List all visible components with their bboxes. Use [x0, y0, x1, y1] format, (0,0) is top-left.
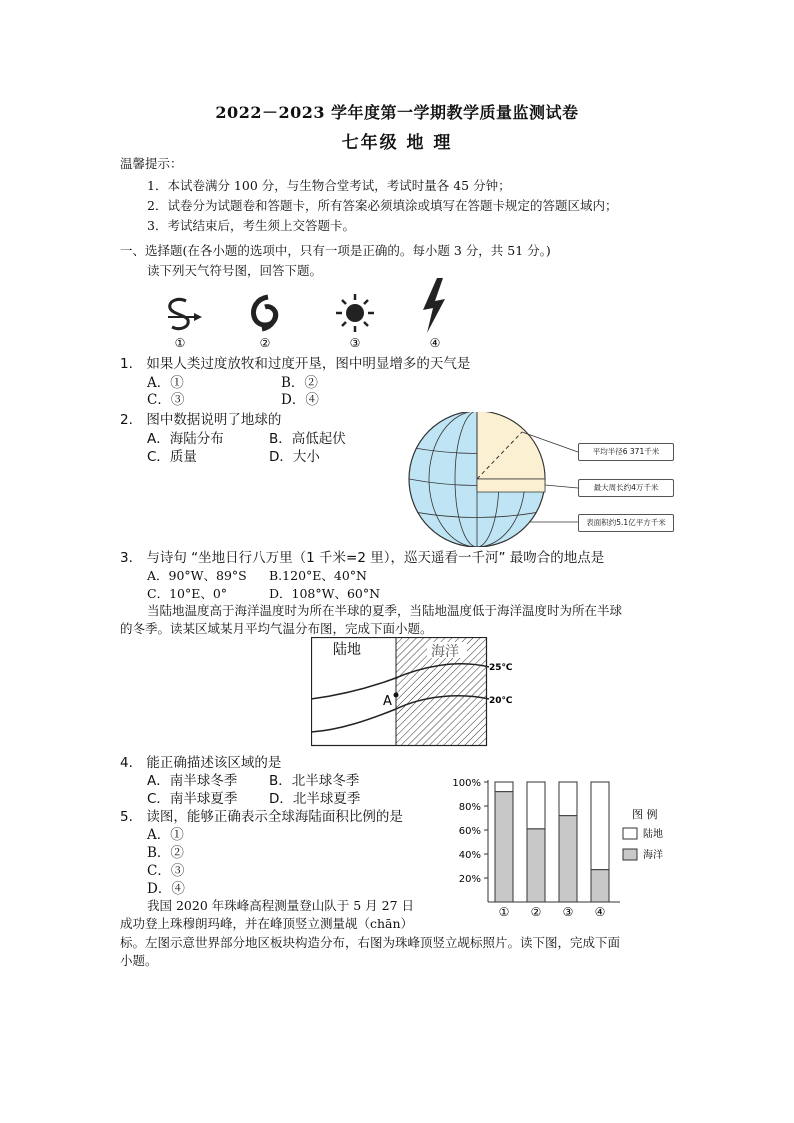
x-category-label: ③ — [562, 905, 574, 919]
sandstorm-icon — [168, 299, 202, 328]
symbol-label: ① — [174, 336, 186, 350]
q3-option-a: A．90°W、89°S — [147, 568, 247, 583]
question-1: 1. 如果人类过度放牧和过度开垦，图中明显增多的天气是 — [120, 356, 471, 372]
tip-item: 2．试卷分为试题卷和答题卡，所有答案必须填涂或填写在答题卡规定的答题区域内； — [147, 198, 618, 213]
question-5: 5. 读图，能够正确表示全球海陆面积比例的是 — [120, 809, 403, 825]
point-a-label: A — [383, 694, 392, 709]
passage-line: 成功登上珠穆朗玛峰，并在峰顶竖立测量觇（chān） — [120, 916, 414, 931]
sunny-icon — [336, 294, 374, 332]
q2-option-d: D．大小 — [269, 449, 320, 465]
q1-option-a: A．① — [147, 375, 184, 391]
legend-swatch-land — [623, 828, 637, 839]
globe-label: 平均半径6 371千米 — [578, 443, 674, 461]
bar-ocean-3 — [559, 816, 577, 902]
q3-option-c: C．10°E、0° — [147, 586, 228, 601]
q1-option-c: C．③ — [147, 392, 185, 408]
legend-title: 图 例 — [632, 808, 658, 821]
isotherm-label: 25℃ — [489, 663, 513, 673]
tips-heading: 温馨提示： — [120, 156, 183, 171]
q5-option-c: C．③ — [147, 863, 185, 879]
q3-option-d: D．108°W、60°N — [269, 586, 381, 601]
globe-label: 最大周长约4万千米 — [578, 479, 674, 497]
q4-option-d: D．北半球夏季 — [269, 791, 361, 807]
symbol-label: ③ — [349, 336, 361, 350]
q5-option-d: D．④ — [147, 881, 185, 897]
y-tick-label: 80% — [458, 802, 481, 813]
y-tick-label: 60% — [458, 826, 481, 837]
q5-option-a: A．① — [147, 827, 184, 843]
y-tick-label: 40% — [458, 850, 481, 861]
question-3: 3. 与诗句 “坐地日行八万里（1 千米=2 里），巡天遥看一千河” 最吻合的地点是 — [120, 550, 605, 566]
bar-land-1 — [495, 782, 513, 792]
bar-ocean-1 — [495, 792, 513, 902]
bar-ocean-2 — [527, 829, 545, 902]
q4-option-b: B．北半球冬季 — [269, 773, 360, 789]
x-category-label: ① — [498, 905, 510, 919]
symbol-label: ④ — [429, 336, 441, 350]
passage-line: 当陆地温度高于海洋温度时为所在半球的夏季，当陆地温度低于海洋温度时为所在半球 — [147, 603, 623, 618]
q5-option-b: B．② — [147, 845, 184, 861]
question-4: 4. 能正确描述该区域的是 — [120, 755, 282, 771]
globe-label: 表面积约5.1亿平方千米 — [578, 514, 674, 532]
legend-label-land: 陆地 — [643, 829, 663, 840]
q2-option-b: B．高低起伏 — [269, 431, 346, 447]
legend-label-ocean: 海洋 — [643, 850, 663, 861]
q3-option-b: B.120°E、40°N — [269, 568, 367, 583]
q1-option-b: B．② — [281, 375, 318, 391]
point-a — [394, 693, 399, 698]
weather-symbols — [140, 275, 470, 350]
bar-land-2 — [527, 782, 545, 829]
temperature-map — [311, 637, 541, 747]
bar-ocean-4 — [591, 870, 609, 902]
q2-option-c: C．质量 — [147, 449, 197, 465]
tip-item: 1．本试卷满分 100 分，与生物合堂考试，考试时量各 45 分钟； — [147, 178, 511, 193]
passage-line: 的冬季。读某区域某月平均气温分布图，完成下面小题。 — [120, 621, 433, 636]
question-2: 2. 图中数据说明了地球的 — [120, 412, 282, 428]
q4-option-c: C．南半球夏季 — [147, 791, 238, 807]
q2-option-a: A．海陆分布 — [147, 431, 224, 447]
passage-line: 小题。 — [120, 953, 158, 968]
q1-option-d: D．④ — [281, 392, 319, 408]
section-heading: 一、选择题(在各小题的选项中，只有一项是正确的。每小题 3 分，共 51 分。) — [120, 243, 551, 258]
q4-option-a: A．南半球冬季 — [147, 773, 238, 789]
passage-line: 标。左图示意世界部分地区板块构造分布，右图为珠峰顶竖立觇标照片。读下图，完成下面 — [120, 935, 621, 950]
y-tick-label: 20% — [458, 874, 481, 885]
land-sea-chart — [440, 770, 690, 920]
isotherm-label: 20℃ — [489, 696, 513, 706]
land-label: 陆地 — [333, 642, 361, 658]
x-category-label: ② — [530, 905, 542, 919]
thunderstorm-icon — [423, 278, 445, 333]
section-intro: 读下列天气符号图，回答下题。 — [147, 263, 323, 278]
passage-line: 我国 2020 年珠峰高程测量登山队于 5 月 27 日 — [147, 898, 415, 913]
bar-land-3 — [559, 782, 577, 816]
symbol-label: ② — [259, 336, 271, 350]
ocean-label: 海洋 — [431, 644, 459, 660]
x-category-label: ④ — [594, 905, 606, 919]
y-tick-label: 100% — [452, 778, 481, 789]
legend-swatch-ocean — [623, 849, 637, 860]
exam-subtitle: 七年级 地 理 — [341, 133, 453, 153]
bar-land-4 — [591, 782, 609, 870]
typhoon-icon — [254, 297, 276, 329]
tip-item: 3．考试结束后，考生须上交答题卡。 — [147, 218, 355, 233]
exam-title: 2022－2023 学年度第一学期教学质量监测试卷 — [215, 103, 579, 122]
